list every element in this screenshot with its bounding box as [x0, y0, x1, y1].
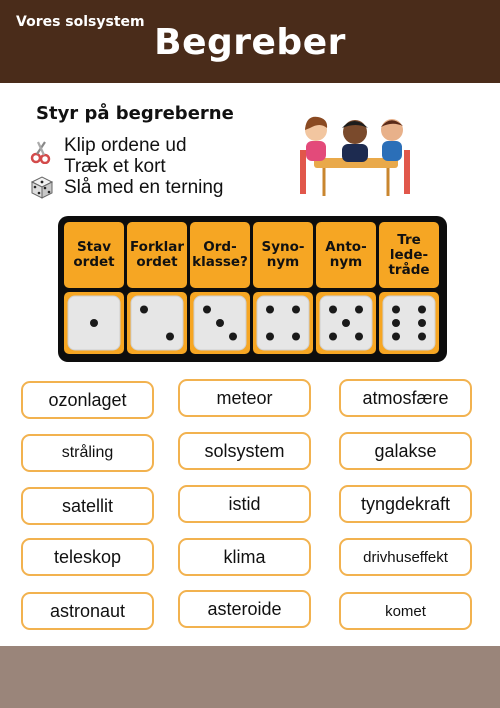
- board-label-synonym: Syno- nym: [253, 222, 313, 288]
- word-card-tyngdekraft[interactable]: tyngdekraft: [339, 485, 472, 523]
- die-pip: [229, 333, 237, 341]
- die-pip: [392, 333, 400, 341]
- die-pip: [203, 306, 211, 314]
- die-face-3: [190, 292, 250, 354]
- die-pip: [355, 333, 363, 341]
- word-card-klima[interactable]: klima: [178, 538, 311, 576]
- word-card-galakse[interactable]: galakse: [339, 432, 472, 470]
- header-bar: [0, 0, 500, 83]
- scissors-icon: [30, 140, 52, 164]
- die-face-6: [379, 292, 439, 354]
- word-card-astronaut[interactable]: astronaut: [21, 592, 154, 630]
- die-pip: [266, 306, 274, 314]
- die-pip: [329, 333, 337, 341]
- board-label-forklar-ordet: Forklar ordet: [127, 222, 187, 288]
- die-pip: [166, 333, 174, 341]
- die-pip: [392, 306, 400, 314]
- word-card-ozonlaget[interactable]: ozonlaget: [21, 381, 154, 419]
- die-pip: [292, 306, 300, 314]
- word-card-atmosfaere[interactable]: atmosfære: [339, 379, 472, 417]
- children-illustration: [296, 110, 414, 196]
- die-pip: [418, 306, 426, 314]
- die-pip: [216, 319, 224, 327]
- die-pip: [90, 319, 98, 327]
- board-label-ordklasse: Ord- klasse?: [190, 222, 250, 288]
- die-face-5: [316, 292, 376, 354]
- die-face-4: [253, 292, 313, 354]
- die-face-2: [127, 292, 187, 354]
- footer-bar: [0, 646, 500, 708]
- word-card-satellit[interactable]: satellit: [21, 487, 154, 525]
- instruction-draw-card: Træk et kort: [64, 156, 166, 177]
- die-pip: [140, 306, 148, 314]
- section-title: Styr på begreberne: [36, 103, 234, 124]
- word-card-istid[interactable]: istid: [178, 485, 311, 523]
- instruction-cut: Klip ordene ud: [64, 135, 187, 156]
- board-label-stav-ordet: Stav ordet: [64, 222, 124, 288]
- die-pip: [355, 306, 363, 314]
- die-pip: [266, 333, 274, 341]
- word-card-straaling[interactable]: stråling: [21, 434, 154, 472]
- die-icon: [28, 174, 54, 200]
- die-pip: [292, 333, 300, 341]
- page-title: Begreber: [154, 22, 346, 63]
- die-pip: [342, 319, 350, 327]
- word-card-drivhuseffekt[interactable]: drivhuseffekt: [339, 538, 472, 576]
- series-title: Vores solsystem: [16, 14, 145, 30]
- word-card-komet[interactable]: komet: [339, 592, 472, 630]
- die-pip: [418, 319, 426, 327]
- instruction-roll-die: Slå med en terning: [64, 177, 224, 198]
- board-label-antonym: Anto- nym: [316, 222, 376, 288]
- die-pip: [418, 333, 426, 341]
- die-pip: [329, 306, 337, 314]
- dice-board: [58, 216, 447, 362]
- word-card-teleskop[interactable]: teleskop: [21, 538, 154, 576]
- word-card-meteor[interactable]: meteor: [178, 379, 311, 417]
- die-pip: [392, 319, 400, 327]
- board-label-tre-ledetraade: Tre lede- tråde: [379, 222, 439, 288]
- die-face-1: [64, 292, 124, 354]
- word-card-asteroide[interactable]: asteroide: [178, 590, 311, 628]
- word-card-solsystem[interactable]: solsystem: [178, 432, 311, 470]
